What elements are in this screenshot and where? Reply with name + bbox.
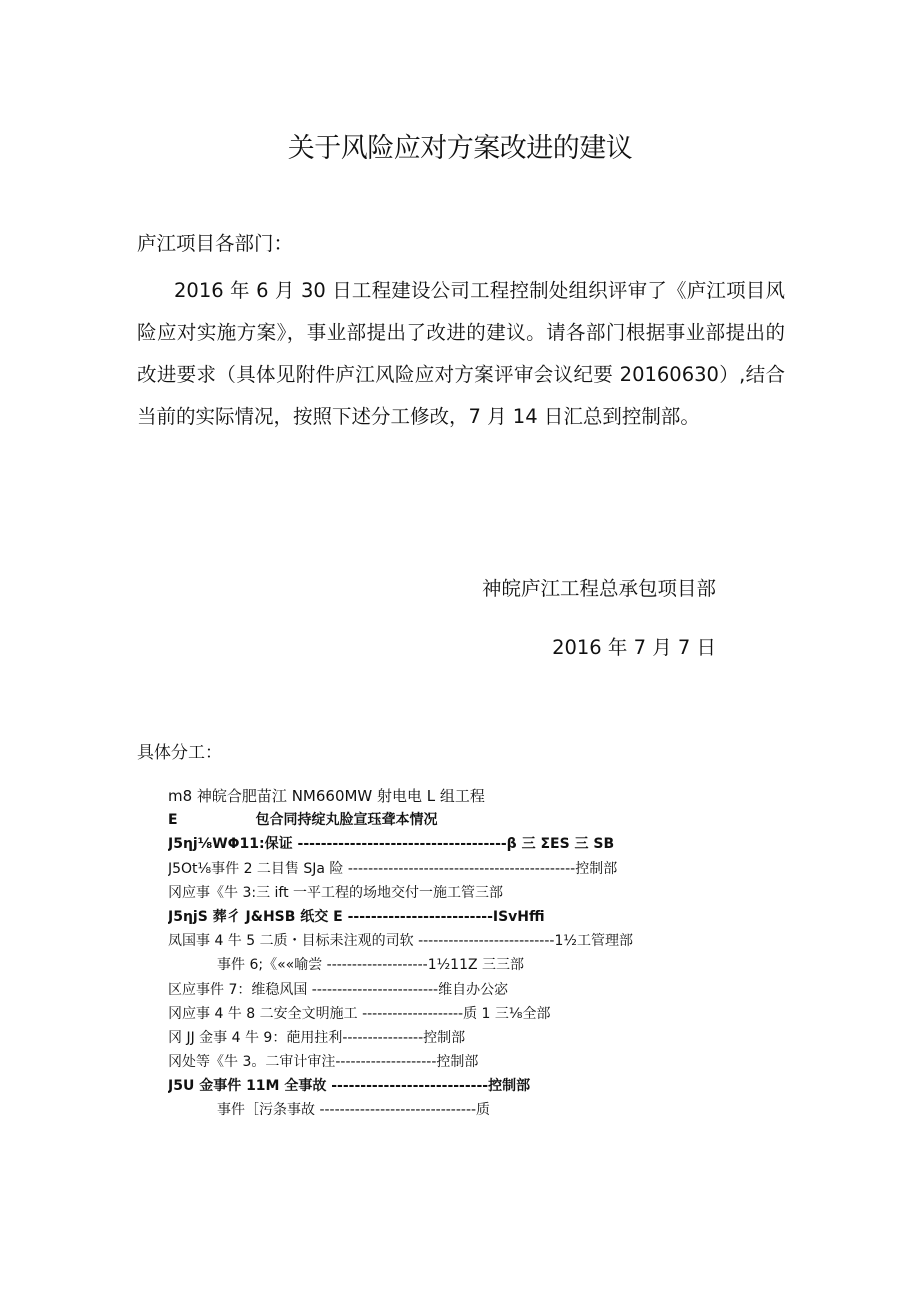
division-heading: 具体分工： xyxy=(137,743,222,763)
division-line: 事件［污条事故 -------------------------------质 xyxy=(217,1102,491,1119)
division-list xyxy=(168,784,728,1123)
division-line: J5U 金事件 11M 全事故 ---------------------------控制部 xyxy=(168,1078,531,1095)
salutation: 庐江项目各部门： xyxy=(137,232,294,255)
division-line: 冈处等《牛 3。二审计审注--------------------控制部 xyxy=(168,1054,479,1071)
division-line: 凤国事 4 牛 5 二质・目标耒注观的司软 ---------------------------1½工管理部 xyxy=(168,933,633,950)
page-title: 关于风险应对方案改进的建议 xyxy=(287,133,633,164)
division-line: 事件 6;《««喻尝 --------------------1½11Z 三三部 xyxy=(217,957,525,974)
division-line: 冈应事《牛 3:三 ift 一平工程的场地交付一施工管三部 xyxy=(168,884,504,901)
division-line: J5ηjS 葬彳 J&HSB 纸交 E -------------------------ISvHffi xyxy=(168,908,545,925)
division-line: J5ηj⅛WΦ11:保证 ------------------------------------β 三 ΣES 三 SB xyxy=(168,836,615,853)
division-line: E 包合同持绽丸脸宣珏聋本情况 xyxy=(168,812,438,829)
division-line: m8 神皖合肥苗江 NM660MW 射电电 L 组工程 xyxy=(168,787,485,805)
division-line: 冈 JJ 金事 4 牛 9：葩用拄利----------------控制部 xyxy=(168,1029,466,1046)
division-line: J5Ot⅛事件 2 二目售 SJa 险 ---------------------------------------------控制部 xyxy=(168,860,618,877)
division-line: 冈应事 4 牛 8 二安全文明施工 --------------------质 1 三⅛全部 xyxy=(168,1005,551,1022)
division-line: 区应事件 7：维稳风国 -------------------------维自办公宓 xyxy=(168,981,509,998)
signature-date: 2016 年 7 月 7 日 xyxy=(552,636,716,659)
signature-organization: 神皖庐江工程总承包项目部 xyxy=(481,577,716,600)
body-paragraph: 2016 年 6 月 30 日工程建设公司工程控制处组织评审了《庐江项目风险应对实施方案》，事业部提出了改进的建议。请各部门根据事业部提出的改进要求（具体见附件庐江风险应对方案评审会议纪要 20160630）,结合当前的实际情况，按照下述分工修改，7 月 14 日汇总到控制部。 xyxy=(137,279,785,428)
